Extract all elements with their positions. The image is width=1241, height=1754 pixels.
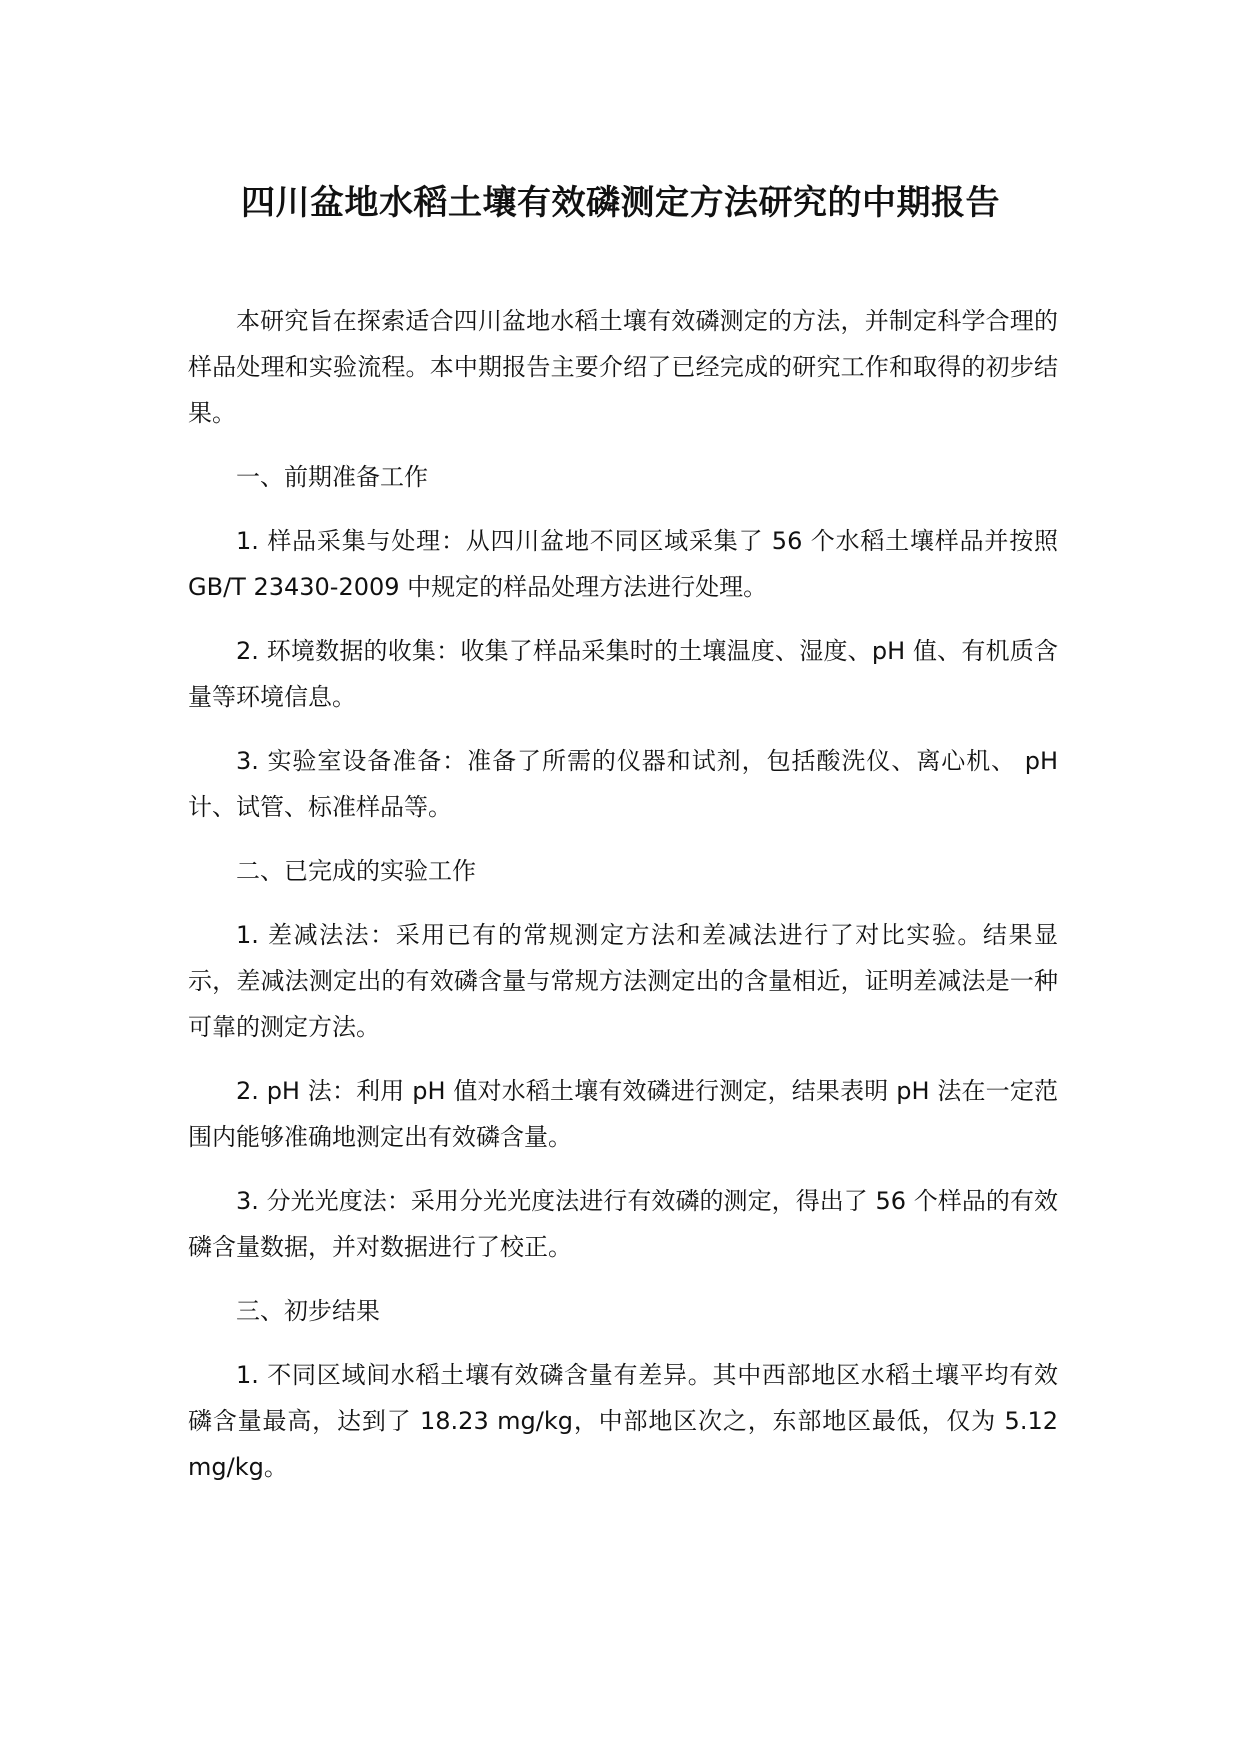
paragraph-difference-method: 1. 差减法法：采用已有的常规测定方法和差减法进行了对比实验。结果显示，差减法测定出的有效磷含量与常规方法测定出的含量相近，证明差减法是一种可靠的测定方法。 xyxy=(188,921,1058,1041)
section-heading-preliminary-results: 三、初步结果 xyxy=(236,1297,380,1325)
intro-paragraph: 本研究旨在探索适合四川盆地水稻土壤有效磷测定的方法，并制定科学合理的样品处理和实验流程。本中期报告主要介绍了已经完成的研究工作和取得的初步结果。 xyxy=(188,307,1058,427)
document-title: 四川盆地水稻土壤有效磷测定方法研究的中期报告 xyxy=(241,183,1000,223)
document-body xyxy=(188,298,1058,1508)
paragraph-lab-equipment: 3. 实验室设备准备：准备了所需的仪器和试剂，包括酸洗仪、离心机、 pH 计、试管、标准样品等。 xyxy=(188,747,1058,821)
paragraph-environment-data: 2. 环境数据的收集：收集了样品采集时的土壤温度、湿度、pH 值、有机质含量等环境信息。 xyxy=(188,637,1058,711)
section-heading-preparation: 一、前期准备工作 xyxy=(236,463,428,491)
section-heading-completed-experiments: 二、已完成的实验工作 xyxy=(236,857,476,885)
paragraph-regional-differences: 1. 不同区域间水稻土壤有效磷含量有差异。其中西部地区水稻土壤平均有效磷含量最高，达到了 18.23 mg/kg，中部地区次之，东部地区最低，仅为 5.12 mg/kg。 xyxy=(188,1361,1058,1481)
paragraph-sample-collection: 1. 样品采集与处理：从四川盆地不同区域采集了 56 个水稻土壤样品并按照 GB/T 23430-2009 中规定的样品处理方法进行处理。 xyxy=(188,527,1058,601)
paragraph-ph-method: 2. pH 法：利用 pH 值对水稻土壤有效磷进行测定，结果表明 pH 法在一定范围内能够准确地测定出有效磷含量。 xyxy=(188,1077,1058,1151)
paragraph-spectrophotometry: 3. 分光光度法：采用分光光度法进行有效磷的测定，得出了 56 个样品的有效磷含量数据，并对数据进行了校正。 xyxy=(188,1187,1058,1261)
